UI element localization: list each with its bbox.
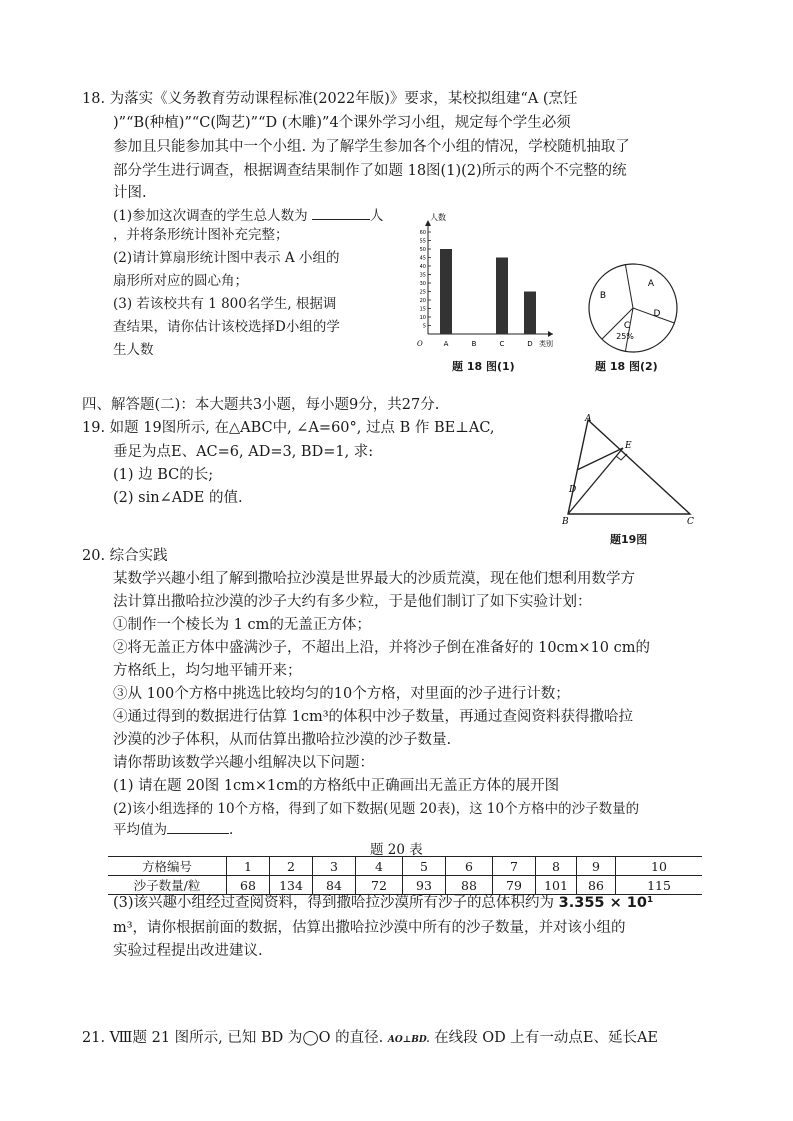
q20-step1: ①制作一个棱长为 1 cm的无盖正方体； <box>113 617 371 633</box>
q18-sub2-line1: (2)请计算扇形统计图中表示 A 小组的 <box>113 250 340 266</box>
x-axis-label: 类别 <box>539 340 553 348</box>
q20-ask: 请你帮助该数学兴趣小组解决以下问题： <box>113 755 374 771</box>
y-tick-label: 35 <box>419 272 426 279</box>
pie-label-c: C <box>623 321 631 331</box>
table-cell: 115 <box>616 876 703 895</box>
q18-sub2-line2: 扇形所对应的圆心角； <box>113 273 248 289</box>
table-cell: 8 <box>536 857 577 876</box>
answer-blank <box>312 205 370 220</box>
q21-text-a: 21. Ⅷ题 21 图所示, 已知 BD 为◯O 的直径. <box>82 1030 384 1046</box>
q18-line4: 部分学生进行调查，根据调查结果制作了如题 18图(1)(2)所示的两个不完整的统 <box>113 163 627 179</box>
q20-step2b: 方格纸上，均匀地平铺开来； <box>113 663 302 679</box>
q20-title: 20. 综合实践 <box>82 548 168 564</box>
q21-text-c: 在线段 OD 上有一动点E、延长AE <box>434 1030 659 1046</box>
q21-text-b: AO⊥BD. <box>387 1035 430 1045</box>
pie-label-d: D <box>653 309 661 319</box>
q18-line3: 参加且只能参加其中一个小组. 为了解学生参加各个小组的情况，学校随机抽取了 <box>113 139 630 155</box>
triangle-diagram-fig19 <box>555 412 705 527</box>
q20-para2: 法计算出撒哈拉沙漠的沙子大约有多少粒，于是他们制订了如下实验计划： <box>113 594 592 610</box>
y-tick-label: 60 <box>419 230 426 236</box>
q19-sub2: (2) sin∠ADE 的值. <box>113 490 243 506</box>
q20-sub3b: m³，请你根据前面的数据，估算出撒哈拉沙漠中所有的沙子数量，并对该小组的 <box>113 920 626 936</box>
q21-line <box>82 1027 658 1051</box>
point-e-label: E <box>625 441 632 451</box>
q19-line2: 垂足为点E、AC=6, AD=3, BD=1, 求: <box>113 444 374 460</box>
y-axis-label: 人数 <box>430 213 446 222</box>
table-cell: 134 <box>270 876 313 895</box>
q20-sub1: (1) 请在题 20图 1cm×1cm的方格纸中正确画出无盖正方体的展开图 <box>113 778 560 794</box>
pie-slice-percent: 25% <box>616 332 634 341</box>
origin-label: O <box>417 340 423 348</box>
table-cell: 5 <box>403 857 446 876</box>
table-cell: 1 <box>227 857 270 876</box>
table-cell: 10 <box>616 857 703 876</box>
x-tick-label: A <box>443 340 449 348</box>
table-cell: 86 <box>577 876 616 895</box>
q18-line5: 计图. <box>113 185 147 201</box>
y-tick-label: 20 <box>419 298 426 304</box>
table-cell: 9 <box>577 857 616 876</box>
q20-step4b: 沙漠的沙子体积，从而估算出撒哈拉沙漠的沙子数量. <box>113 732 452 748</box>
x-axis-arrow <box>548 331 553 337</box>
bar-c <box>496 258 508 335</box>
triangle-abc <box>568 420 690 514</box>
q20-sub2a: (2)该小组选择的 10个方格，得到了如下数据(见题 20表)，这 10个方格中的沙子数量的 <box>113 801 640 817</box>
y-tick-label: 15 <box>419 306 426 313</box>
q20-sub2b-text: 平均值为 <box>113 822 167 838</box>
table-header-count: 沙子数量/粒 <box>108 876 227 895</box>
q18-sub3-line3: 生人数 <box>113 342 154 358</box>
table-cell: 68 <box>227 876 270 895</box>
table20-caption: 题 20 表 <box>370 842 423 858</box>
q18-sub1-text: (1)参加这次调查的学生总人数为 <box>113 208 308 224</box>
y-tick-label: 55 <box>419 238 426 245</box>
fig18-1-caption: 题 18 图(1) <box>452 360 515 373</box>
q20-sub3c: 实验过程提出改进建议. <box>113 943 263 959</box>
y-tick-label: 50 <box>419 247 426 253</box>
y-tick-label: 40 <box>419 264 426 270</box>
segment-de <box>577 448 623 470</box>
pie-label-a: A <box>647 279 655 289</box>
bar-d <box>524 292 536 335</box>
table-cell: 79 <box>493 876 536 895</box>
q18-line2: )”“B(种植)”“C(陶艺)”“D (木雕)”4个课外学习小组，规定每个学生必须 <box>113 115 571 131</box>
y-tick-label: 30 <box>419 281 426 287</box>
q20-step2a: ②将无盖正方体中盛满沙子，不超出上沿，并将沙子倒在准备好的 10cm×10 cm的 <box>113 640 651 656</box>
table-cell: 84 <box>313 876 356 895</box>
point-d-label: D <box>569 485 577 495</box>
q18-sub1-unit: 人 <box>369 208 384 224</box>
q18-sub3-line2: 查结果，请你估计该校选择D小组的学 <box>113 319 340 335</box>
y-tick-label: 5 <box>422 323 426 330</box>
q18-line1: 18. 为落实《义务教育劳动课程标准(2022年版)》要求，某校拟组建“A (烹饪 <box>82 91 578 107</box>
section-heading: 四、解答题(二)：本大题共3小题，每小题9分，共27分. <box>82 397 440 413</box>
bar-chart-fig18-1 <box>412 212 572 352</box>
q20-step3: ③从 100个方格中挑选比较均匀的10个方格，对里面的沙子进行计数； <box>113 686 570 702</box>
fig19-caption: 题19图 <box>610 533 648 546</box>
x-tick-label: B <box>471 340 477 348</box>
q20-para1: 某数学兴趣小组了解到撒哈拉沙漠是世界最大的沙质荒漠，现在他们想利用数学方 <box>113 571 635 587</box>
x-tick-label: D <box>527 340 533 348</box>
table-cell: 7 <box>493 857 536 876</box>
table-cell: 101 <box>536 876 577 895</box>
bar-a <box>440 249 452 334</box>
table-cell: 4 <box>356 857 403 876</box>
q20-sub3a-text: (3)该兴趣小组经过查阅资料，得到撒哈拉沙漠所有沙子的总体积约为 <box>113 895 555 911</box>
point-c-label: C <box>687 517 694 527</box>
q20-sub2b: 平均值为 . <box>113 819 233 841</box>
table-cell: 3 <box>313 857 356 876</box>
pie-chart-fig18-2 <box>585 258 685 358</box>
pie-divider <box>625 265 633 308</box>
q18-sub3-line1: (3) 若该校共有 1 800名学生, 根据调 <box>113 296 337 312</box>
q20-volume-value: 3.355 × 10¹ <box>558 895 654 911</box>
table-cell: 2 <box>270 857 313 876</box>
x-tick-label: C <box>499 340 505 348</box>
q19-sub1: (1) 边 BC的长; <box>113 467 214 483</box>
table-row-ids <box>108 857 702 876</box>
table-cell: 72 <box>356 876 403 895</box>
table20 <box>108 856 702 895</box>
q20-step4a: ④通过得到的数据进行估算 1cm³的体积中沙子数量，再通过查阅资料获得撒哈拉 <box>113 709 634 725</box>
table-cell: 88 <box>446 876 493 895</box>
y-tick-label: 10 <box>419 315 426 321</box>
q20-sub3a <box>113 892 653 914</box>
y-tick-label: 25 <box>419 289 426 296</box>
table-cell: 93 <box>403 876 446 895</box>
fig18-2-caption: 题 18 图(2) <box>595 360 658 373</box>
q18-sub1-cont: ，并将条形统计图补充完整； <box>113 227 289 243</box>
point-a-label: A <box>585 414 592 424</box>
table-header-id: 方格编号 <box>108 857 227 876</box>
segment-be <box>568 448 623 514</box>
q19-line1: 19. 如题 19图所示, 在△ABC中, ∠A=60°, 过点 B 作 BE⊥AC, <box>82 420 495 436</box>
point-b-label: B <box>562 517 569 527</box>
y-tick-label: 45 <box>419 255 426 262</box>
pie-label-b: B <box>599 291 607 301</box>
table-cell: 6 <box>446 857 493 876</box>
answer-blank-average <box>167 819 229 834</box>
